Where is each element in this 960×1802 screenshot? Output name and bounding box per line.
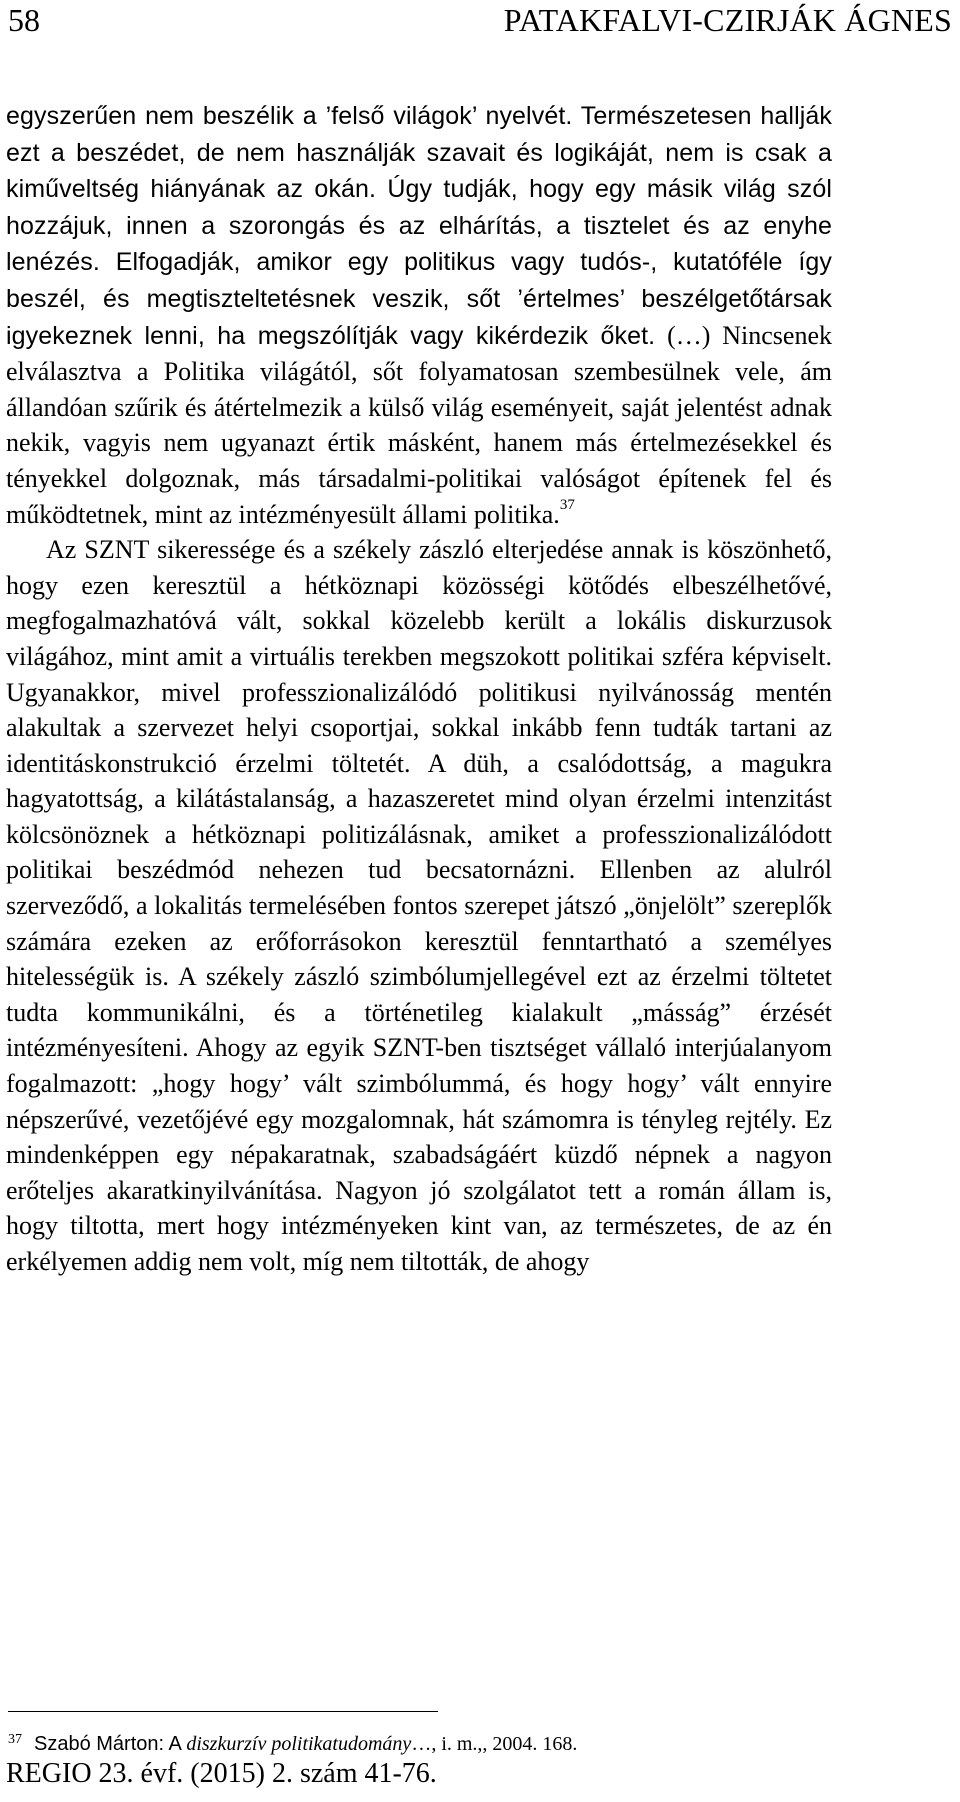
quote-text-sans: egyszerűen nem beszélik a ’felső világok’ nyelvét. Természetesen hallják ezt a beszédet, de nem használják szavait és logikáját, nem is csak a kiműveltség hiányának az okán. Úgy tudják, hogy egy másik világ szól hozzájuk, innen a szorongás és az elhárítás, a tisztelet és az enyhe lenézés. Elfogadják, amikor egy politikus vagy tudós-, kutatóféle így beszél, és megtiszteltetésnek veszik, sőt ’értelmes’ beszélgetőtársak igyekeznek lenni, ha megszólítják vagy kikérdezik őket.: [6, 102, 832, 350]
footnote-title: diszkurzív politikatudomány: [186, 1733, 412, 1755]
running-head: PATAKFALVI-CZIRJÁK ÁGNES: [503, 2, 952, 38]
quote-text-serif: (…) Nincsenek elválasztva a Politika világától, sőt folyamatosan szembesülnek vele, ám állandóan szűrik és átértelmezik a külső világ eseményeit, saját jelentést adnak nekik, vagyis nem ugyanazt értik másként, hanem más értelmezésekkel és tényekkel dolgoznak, más társadalmi-politikai valóságot építenek fel és működtetnek, mint az intézményesült állami politika.: [6, 320, 832, 529]
footnote-separator: [8, 1711, 438, 1713]
page-header: [8, 2, 952, 42]
footnote-reference: 37: [559, 496, 575, 513]
page-number: 58: [8, 2, 40, 38]
footnote-author: Szabó Márton: A: [34, 1733, 187, 1755]
footnote: [8, 1730, 577, 1758]
footnote-rest: …, i. m.,, 2004. 168.: [411, 1733, 578, 1755]
footnote-number: 37: [8, 1732, 22, 1747]
paragraph-main: Az SZNT sikeressége és a székely zászló elterjedése annak is köszönhető, hogy ezen keresztül a hétköznapi közösségi kötődés elbeszélhetővé, megfogalmazhatóvá vált, sokkal közelebb került a lokális diskurzusok világához, mint amit a virtuális terekben megszokott politikai szféra képviselt. Ugyanakkor, mivel professzionalizálódó politikusi nyilvánosság mentén alakultak a szervezet helyi csoportjai, sokkal inkább fenn tudták tartani az identitáskonstrukció érzelmi töltetét. A düh, a csalódottság, a magukra hagyatottság, a kilátástalanság, a hazaszeretet mind olyan érzelmi intenzitást kölcsönöznek a hétköznapi politizálásnak, amiket a professzionalizálódott politikai beszédmód nehezen tud becsatornázni. Ellenben az alulról szerveződő, a lokalitás termelésében fontos szerepet játszó „önjelölt” szereplők számára ezeken az erőforrásokon keresztül fenntartható a személyes hitelességük is. A székely zászló szimbólumjellegével ezt az érzelmi töltetet tudta kommunikálni, és a történetileg kialakult „másság” érzését intézményesíteni. Ahogy az egyik SZNT-ben tisztséget vállaló interjúalanyom fogalmazott: „hogy hogy’ vált szimbólummá, és hogy hogy’ vált ennyire népszerűvé, vezetőjévé egy mozgalomnak, hát számomra is tényleg rejtély. Ez mindenképpen egy népakaratnak, szabadságáért küzdő népnek a nagyon erőteljes akaratkinyilvánítása. Nagyon jó szolgálatot tett a román állam is, hogy tiltotta, mert hogy intézményeken kint van, az természetes, de az én erkélyemen addig nem volt, míg nem tiltották, de ahogy: [6, 535, 832, 1276]
page-footer: REGIO 23. évf. (2015) 2. szám 41-76.: [6, 1758, 437, 1789]
body-text: [6, 98, 832, 1280]
paragraph-quote: [6, 98, 832, 532]
